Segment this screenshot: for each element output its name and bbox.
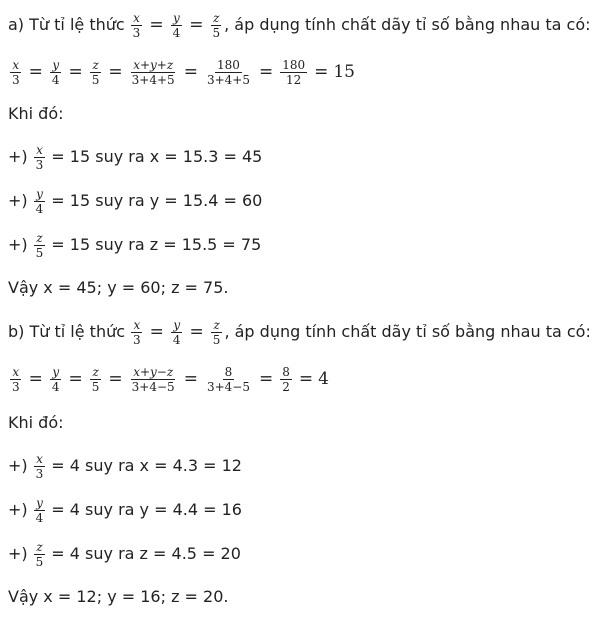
fraction-y-4: $\frac{y}{4}$ xyxy=(172,10,181,40)
part-b-x-line: +) $\frac{x}{3}$ = 4 suy ra x = 4.3 = 12 xyxy=(8,451,242,481)
part-b-conclusion: Vậy x = 12; y = 16; z = 20. xyxy=(8,587,229,606)
part-a-x-line: +) $\frac{x}{3}$ = 15 suy ra x = 15.3 = 45 xyxy=(8,142,263,172)
part-a-khi-do: Khi đó: xyxy=(8,104,64,123)
part-a-equation: $\frac{x}{3}$ = $\frac{y}{4}$ = $\frac{z}{5}$ = $\frac{x+y+z}{3+4+5}$ = $\frac{180}{3+4+5}$ = $\frac{180}{12}$ = 15 xyxy=(12,57,355,87)
fraction-z-5: $\frac{z}{5}$ xyxy=(212,10,221,40)
part-b-intro: b) Từ tỉ lệ thức $\frac{x}{3}$ = $\frac{y}{4}$ = $\frac{z}{5}$ , áp dụng tính chất dãy tỉ số bằng nhau ta có: xyxy=(8,317,591,347)
part-a-conclusion: Vậy x = 45; y = 60; z = 75. xyxy=(8,278,229,297)
part-a-y-line: +) $\frac{y}{4}$ = 15 suy ra y = 15.4 = 60 xyxy=(8,186,263,216)
intro-text: b) Từ tỉ lệ thức xyxy=(8,322,126,341)
sum-fraction: $\frac{x+y-z}{3+4-5}$ xyxy=(131,364,175,394)
part-b-y-line: +) $\frac{y}{4}$ = 4 suy ra y = 4.4 = 16 xyxy=(8,495,242,525)
part-a-intro: a) Từ tỉ lệ thức $\frac{x}{3}$ = $\frac{y}{4}$ = $\frac{z}{5}$ , áp dụng tính chất dãy tỉ số bằng nhau ta có: xyxy=(8,10,591,40)
part-b-equation: $\frac{x}{3}$ = $\frac{y}{4}$ = $\frac{z}{5}$ = $\frac{x+y-z}{3+4-5}$ = $\frac{8}{3+4-5}$ = $\frac{8}{2}$ = 4 xyxy=(12,364,329,394)
fraction-x-3: $\frac{x}{3}$ xyxy=(132,10,141,40)
intro-text-suffix: , áp dụng tính chất dãy tỉ số bằng nhau ta có: xyxy=(224,322,591,341)
result-value: 15 xyxy=(333,61,355,82)
intro-text-suffix: , áp dụng tính chất dãy tỉ số bằng nhau ta có: xyxy=(224,15,591,34)
part-a-z-line: +) $\frac{z}{5}$ = 15 suy ra z = 15.5 = 75 xyxy=(8,230,262,260)
part-b-z-line: +) $\frac{z}{5}$ = 4 suy ra z = 4.5 = 20 xyxy=(8,539,241,569)
part-b-khi-do: Khi đó: xyxy=(8,413,64,432)
sum-fraction: $\frac{x+y+z}{3+4+5}$ xyxy=(131,57,175,87)
result-value: 4 xyxy=(318,368,329,389)
intro-text: a) Từ tỉ lệ thức xyxy=(8,15,125,34)
